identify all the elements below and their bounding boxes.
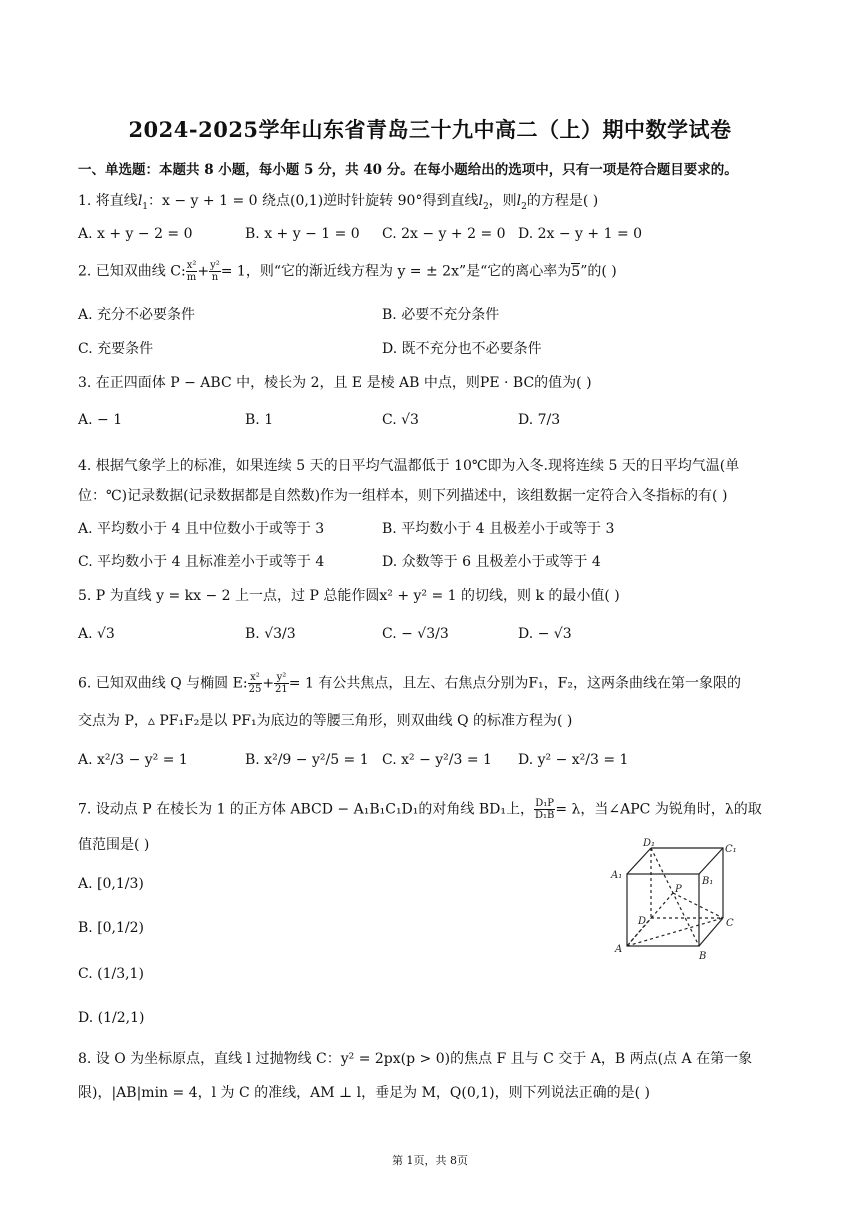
q4-option-b: B. 平均数小于 4 且极差小于或等于 3	[382, 521, 615, 537]
q3-option-c: C. √3	[382, 412, 419, 428]
question-7-line-1: 7. 设动点 P 在棱长为 1 的正方体 ABCD − A₁B₁C₁D₁的对角线 BD₁上， $\frac{\text{D₁P}}{\text{D₁B}}$ = λ，当∠APC 为锐角时，λ的取	[78, 798, 762, 821]
q7-option-b: B. [0,1/2)	[78, 920, 145, 936]
q6-text-a: 6. 已知双曲线 Q 与椭圆 E:	[78, 675, 248, 692]
q5-option-d: D. − √3	[518, 626, 572, 642]
label-A: A	[615, 944, 623, 955]
question-2-stem: 2. 已知双曲线 C: $\frac{\text{x²}}{m}$ + $\frac{\text{y²}}{n}$ = 1，则“它的渐近线方程为 y = ± 2x”是“它的离心率为5”的( )	[78, 260, 617, 283]
q4-option-c: C. 平均数小于 4 且标准差小于或等于 4	[78, 554, 325, 570]
label-D1: D₁	[643, 838, 656, 849]
label-A1: A₁	[611, 870, 623, 881]
page-footer: 第 1页，共 8页	[392, 1154, 468, 1167]
q2-text-a: 2. 已知双曲线 C:	[78, 263, 186, 280]
q5-option-c: C. − √3/3	[382, 626, 449, 642]
question-4-line-1: 4. 根据气象学上的标准，如果连续 5 天的日平均气温都低于 10℃即为入冬.现将连续 5 天的日平均气温(单	[78, 458, 740, 474]
question-1-stem: 1. 将直线$l_1$：x − y + 1 = 0 绕点(0,1)逆时针旋转 90°得到直线$l_2$，则$l_2$的方程是( )	[78, 193, 599, 212]
q6-option-d: D. y² − x²/3 = 1	[518, 752, 629, 768]
q2-option-b: B. 必要不充分条件	[382, 307, 500, 323]
q1-text-c: ，则	[488, 193, 517, 209]
label-B1: B₁	[702, 876, 714, 887]
q1-text-b: ：x − y + 1 = 0 绕点(0,1)逆时针旋转 90°得到直线	[148, 193, 479, 209]
q4-option-a: A. 平均数小于 4 且中位数小于或等于 3	[78, 521, 325, 537]
q1-option-d: D. 2x − y + 1 = 0	[518, 226, 643, 242]
q4-option-d: D. 众数等于 6 且极差小于或等于 4	[382, 554, 601, 570]
q2-option-c: C. 充要条件	[78, 341, 154, 357]
question-4-line-2: 位：℃)记录数据(记录数据都是自然数)作为一组样本，则下列描述中，该组数据一定符合入冬指标的有( )	[78, 488, 728, 504]
q2-option-a: A. 充分不必要条件	[78, 307, 196, 323]
label-C1: C₁	[725, 844, 737, 855]
label-D: D	[638, 916, 647, 927]
q6-option-c: C. x² − y²/3 = 1	[382, 752, 492, 768]
q2-option-d: D. 既不充分也不必要条件	[382, 341, 542, 357]
q6-text-b: = 1 有公共焦点，且左、右焦点分别为F₁，F₂，这两条曲线在第一象限的	[288, 675, 741, 692]
question-6-line-1: 6. 已知双曲线 Q 与椭圆 E: $\frac{\text{x²}}{25}$ + $\frac{\text{y²}}{21}$ = 1 有公共焦点，且左、右焦点分别为F₁，F₂，这两条曲线在第一象限的	[78, 672, 741, 695]
q7-option-c: C. (1/3,1)	[78, 966, 144, 982]
q7-option-a: A. [0,1/3)	[78, 876, 144, 892]
q5-option-a: A. √3	[78, 626, 115, 642]
question-7-line-2: 值范围是( )	[78, 837, 150, 853]
q5-option-b: B. √3/3	[245, 626, 296, 642]
q7-text-a: 7. 设动点 P 在棱长为 1 的正方体 ABCD − A₁B₁C₁D₁的对角线 BD₁上，	[78, 801, 534, 818]
q1-option-a: A. x + y − 2 = 0	[78, 226, 193, 242]
section-heading: 一、单选题：本题共 8 小题，每小题 5 分，共 40 分。在每小题给出的选项中，只有一项是符合题目要求的。	[78, 162, 738, 178]
q3-option-a: A. − 1	[78, 412, 123, 428]
label-C: C	[726, 918, 734, 929]
page-title: 2024-2025学年山东省青岛三十九中高二（上）期中数学试卷	[128, 117, 732, 142]
q7-text-b: = λ，当∠APC 为锐角时，λ的取	[555, 801, 762, 818]
q6-option-a: A. x²/3 − y² = 1	[78, 752, 188, 768]
question-6-line-2: 交点为 P，▵ PF₁F₂是以 PF₁为底边的等腰三角形，则双曲线 Q 的标准方程为( )	[78, 713, 573, 729]
cube-figure	[605, 838, 755, 963]
question-8-line-2: 限)，|AB|min = 4，l 为 C 的准线，AM ⊥ l，垂足为 M，Q(0,1)，则下列说法正确的是( )	[78, 1085, 650, 1101]
q3-option-b: B. 1	[245, 412, 274, 428]
question-3-stem: 3. 在正四面体 P − ABC 中，棱长为 2，且 E 是棱 AB 中点，则PE · BC的值为( )	[78, 375, 592, 391]
q7-option-d: D. (1/2,1)	[78, 1010, 145, 1026]
q1-option-b: B. x + y − 1 = 0	[245, 226, 360, 242]
q1-text-d: 的方程是( )	[526, 193, 599, 209]
label-B: B	[699, 951, 707, 962]
q2-text-b: = 1，则“它的渐近线方程为 y = ± 2x”是“它的离心率为	[220, 263, 572, 280]
q3-option-d: D. 7/3	[518, 412, 561, 428]
q1-text-a: 1. 将直线	[78, 193, 138, 209]
q2-text-c: ”的( )	[580, 263, 617, 280]
question-5-stem: 5. P 为直线 y = kx − 2 上一点，过 P 总能作圆x² + y² = 1 的切线，则 k 的最小值( )	[78, 588, 620, 604]
label-P: P	[675, 884, 682, 895]
q6-option-b: B. x²/9 − y²/5 = 1	[245, 752, 369, 768]
question-8-line-1: 8. 设 O 为坐标原点，直线 l 过抛物线 C：y² = 2px(p > 0)的焦点 F 且与 C 交于 A，B 两点(点 A 在第一象	[78, 1051, 753, 1067]
q1-option-c: C. 2x − y + 2 = 0	[382, 226, 506, 242]
